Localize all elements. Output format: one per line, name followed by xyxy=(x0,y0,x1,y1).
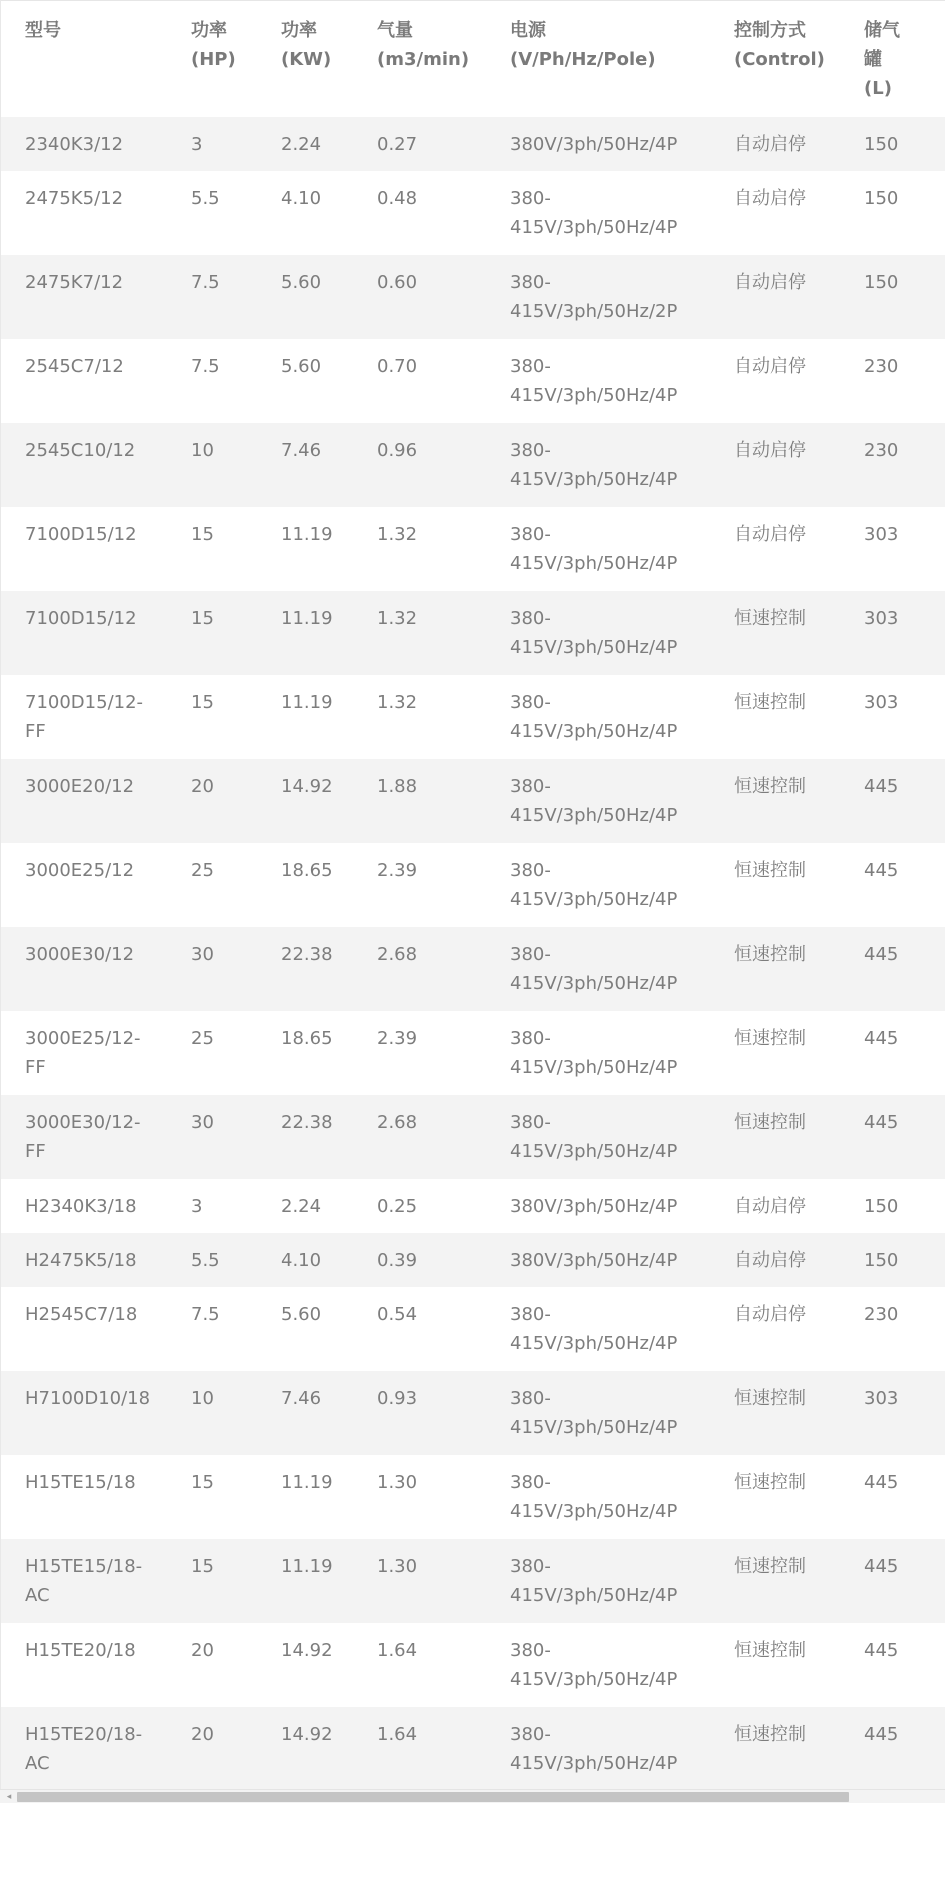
cell-power-supply-line: 380- xyxy=(510,439,551,461)
cell-power-supply xyxy=(486,927,710,1011)
header-row xyxy=(1,1,945,117)
table-row xyxy=(1,1623,945,1707)
header-line: (V/Ph/Hz/Pole) xyxy=(510,49,656,70)
cell-model-line: H2340K3/18 xyxy=(25,1195,137,1217)
cell-tank: 303 xyxy=(864,607,899,629)
cell-power-hp: 20 xyxy=(191,775,214,797)
cell-power-kw: 14.92 xyxy=(281,1723,333,1745)
cell-power-supply-line: 415V/3ph/50Hz/4P xyxy=(510,1500,678,1522)
cell-model xyxy=(1,1623,167,1707)
cell-model xyxy=(1,1011,167,1095)
cell-power-hp: 15 xyxy=(191,607,214,629)
table-row xyxy=(1,1455,945,1539)
cell-power-supply xyxy=(486,1233,710,1287)
cell-power-hp: 15 xyxy=(191,523,214,545)
cell-power-kw: 18.65 xyxy=(281,859,333,881)
cell-model xyxy=(1,1179,167,1233)
cell-control: 恒速控制 xyxy=(734,1555,806,1577)
cell-power-supply xyxy=(486,1287,710,1371)
cell-tank: 230 xyxy=(864,439,899,461)
cell-power-supply xyxy=(486,423,710,507)
cell-control: 恒速控制 xyxy=(734,1723,806,1745)
header-line: 储气 xyxy=(864,20,900,41)
header-power-supply xyxy=(486,1,710,117)
cell-power-supply xyxy=(486,1455,710,1539)
cell-model xyxy=(1,843,167,927)
cell-air-flow: 1.32 xyxy=(377,523,418,545)
cell-control: 恒速控制 xyxy=(734,607,806,629)
cell-model xyxy=(1,759,167,843)
cell-power-supply-line: 380- xyxy=(510,775,551,797)
header-power-kw xyxy=(257,1,353,117)
cell-model xyxy=(1,927,167,1011)
cell-tank: 445 xyxy=(864,943,899,965)
cell-air-flow: 1.64 xyxy=(377,1723,418,1745)
header-line: 功率 xyxy=(281,20,317,41)
cell-model-line: 3000E25/12 xyxy=(25,859,135,881)
cell-power-kw: 5.60 xyxy=(281,1303,322,1325)
table-row xyxy=(1,1539,945,1623)
cell-power-supply-line: 415V/3ph/50Hz/4P xyxy=(510,1140,678,1162)
table-row xyxy=(1,759,945,843)
cell-power-supply xyxy=(486,1011,710,1095)
cell-tank: 445 xyxy=(864,859,899,881)
cell-power-supply-line: 415V/3ph/50Hz/2P xyxy=(510,300,678,322)
cell-power-hp: 25 xyxy=(191,1027,214,1049)
table-row xyxy=(1,927,945,1011)
cell-model-line: 2475K5/12 xyxy=(25,187,124,209)
cell-control: 恒速控制 xyxy=(734,1471,806,1493)
cell-power-supply xyxy=(486,675,710,759)
table-row xyxy=(1,1011,945,1095)
cell-model xyxy=(1,117,167,171)
cell-model xyxy=(1,591,167,675)
cell-control: 自动启停 xyxy=(734,187,806,209)
cell-power-supply-line: 415V/3ph/50Hz/4P xyxy=(510,1584,678,1606)
cell-model xyxy=(1,1371,167,1455)
table-row xyxy=(1,1179,945,1233)
cell-power-kw: 7.46 xyxy=(281,439,322,461)
cell-air-flow: 0.96 xyxy=(377,439,418,461)
cell-power-supply xyxy=(486,117,710,171)
cell-tank: 445 xyxy=(864,1111,899,1133)
cell-air-flow: 0.39 xyxy=(377,1249,418,1271)
cell-power-kw: 22.38 xyxy=(281,1111,333,1133)
cell-air-flow: 2.39 xyxy=(377,859,418,881)
cell-air-flow: 1.88 xyxy=(377,775,418,797)
header-model xyxy=(1,1,167,117)
cell-power-hp: 20 xyxy=(191,1639,214,1661)
cell-power-supply-line: 380- xyxy=(510,607,551,629)
cell-power-supply-line: 380- xyxy=(510,691,551,713)
cell-power-supply-line: 415V/3ph/50Hz/4P xyxy=(510,972,678,994)
cell-tank: 303 xyxy=(864,523,899,545)
cell-power-supply-line: 415V/3ph/50Hz/4P xyxy=(510,804,678,826)
cell-power-supply-line: 380- xyxy=(510,1027,551,1049)
cell-tank: 445 xyxy=(864,1639,899,1661)
header-line: 气量 xyxy=(377,20,413,41)
horizontal-scrollbar[interactable] xyxy=(0,1789,945,1803)
table-row xyxy=(1,1233,945,1287)
cell-tank: 230 xyxy=(864,355,899,377)
table-row xyxy=(1,255,945,339)
cell-power-supply xyxy=(486,1371,710,1455)
cell-model-line: 7100D15/12 xyxy=(25,607,137,629)
cell-power-kw: 2.24 xyxy=(281,133,322,155)
cell-power-kw: 14.92 xyxy=(281,775,333,797)
cell-model xyxy=(1,1233,167,1287)
table-row xyxy=(1,675,945,759)
cell-control: 恒速控制 xyxy=(734,1027,806,1049)
cell-model-line: H15TE15/18- xyxy=(25,1555,143,1577)
cell-air-flow: 1.32 xyxy=(377,691,418,713)
cell-power-supply-line: 415V/3ph/50Hz/4P xyxy=(510,1752,678,1774)
cell-model xyxy=(1,171,167,255)
cell-power-supply-line: 380- xyxy=(510,1387,551,1409)
header-power-hp xyxy=(167,1,257,117)
cell-tank: 445 xyxy=(864,1027,899,1049)
table-row xyxy=(1,423,945,507)
cell-tank: 303 xyxy=(864,691,899,713)
header-line: 控制方式 xyxy=(734,20,806,41)
cell-control: 自动启停 xyxy=(734,133,806,155)
cell-model xyxy=(1,423,167,507)
cell-power-supply xyxy=(486,171,710,255)
cell-tank: 303 xyxy=(864,1387,899,1409)
cell-power-supply-line: 415V/3ph/50Hz/4P xyxy=(510,1416,678,1438)
cell-model-line: 2545C7/12 xyxy=(25,355,124,377)
cell-model-line: 2545C10/12 xyxy=(25,439,136,461)
cell-power-supply-line: 380- xyxy=(510,1723,551,1745)
cell-power-hp: 3 xyxy=(191,133,203,155)
scroll-left-arrow-icon[interactable]: ◂ xyxy=(6,1792,12,1802)
cell-air-flow: 0.25 xyxy=(377,1195,418,1217)
cell-air-flow: 0.48 xyxy=(377,187,418,209)
cell-power-hp: 15 xyxy=(191,691,214,713)
header-line: 型号 xyxy=(25,20,61,41)
cell-control: 恒速控制 xyxy=(734,775,806,797)
cell-model-line: FF xyxy=(25,1056,46,1078)
cell-model-line: 7100D15/12 xyxy=(25,523,137,545)
cell-model-line: 3000E30/12 xyxy=(25,943,135,965)
cell-power-kw: 18.65 xyxy=(281,1027,333,1049)
cell-power-kw: 11.19 xyxy=(281,523,333,545)
cell-model-line: 7100D15/12- xyxy=(25,691,144,713)
cell-power-supply xyxy=(486,255,710,339)
cell-power-kw: 11.19 xyxy=(281,1471,333,1493)
cell-model-line: H2545C7/18 xyxy=(25,1303,138,1325)
cell-power-supply-line: 415V/3ph/50Hz/4P xyxy=(510,1668,678,1690)
cell-power-supply xyxy=(486,591,710,675)
scrollbar-thumb[interactable] xyxy=(17,1792,849,1802)
cell-air-flow: 1.32 xyxy=(377,607,418,629)
cell-model xyxy=(1,255,167,339)
table-body xyxy=(1,117,945,1791)
cell-model-line: H15TE20/18 xyxy=(25,1639,136,1661)
cell-tank: 150 xyxy=(864,133,899,155)
cell-model-line: 2340K3/12 xyxy=(25,133,124,155)
cell-model xyxy=(1,339,167,423)
table-row xyxy=(1,171,945,255)
table-row xyxy=(1,843,945,927)
cell-power-supply xyxy=(486,759,710,843)
cell-power-supply-line: 380- xyxy=(510,355,551,377)
cell-control: 恒速控制 xyxy=(734,691,806,713)
cell-model xyxy=(1,1707,167,1791)
cell-power-hp: 30 xyxy=(191,1111,214,1133)
cell-model xyxy=(1,1539,167,1623)
cell-tank: 150 xyxy=(864,187,899,209)
cell-model xyxy=(1,1287,167,1371)
header-line: (HP) xyxy=(191,49,236,70)
cell-model xyxy=(1,1455,167,1539)
cell-power-supply-line: 415V/3ph/50Hz/4P xyxy=(510,468,678,490)
cell-tank: 150 xyxy=(864,1195,899,1217)
cell-power-hp: 10 xyxy=(191,1387,214,1409)
cell-power-supply-line: 380- xyxy=(510,1639,551,1661)
cell-power-kw: 11.19 xyxy=(281,1555,333,1577)
header-line: (KW) xyxy=(281,49,332,70)
cell-power-supply xyxy=(486,1095,710,1179)
cell-air-flow: 0.60 xyxy=(377,271,418,293)
cell-model-line: FF xyxy=(25,1140,46,1162)
cell-control: 自动启停 xyxy=(734,355,806,377)
cell-tank: 150 xyxy=(864,1249,899,1271)
header-line: 电源 xyxy=(510,20,546,41)
table-row xyxy=(1,1707,945,1791)
cell-power-kw: 5.60 xyxy=(281,355,322,377)
cell-tank: 445 xyxy=(864,1555,899,1577)
header-control xyxy=(710,1,840,117)
table-row xyxy=(1,591,945,675)
cell-power-supply xyxy=(486,843,710,927)
cell-control: 自动启停 xyxy=(734,271,806,293)
header-tank xyxy=(840,1,945,117)
header-line: 罐 xyxy=(864,49,882,70)
cell-model xyxy=(1,675,167,759)
cell-control: 恒速控制 xyxy=(734,943,806,965)
cell-control: 自动启停 xyxy=(734,439,806,461)
cell-control: 恒速控制 xyxy=(734,1111,806,1133)
cell-power-kw: 14.92 xyxy=(281,1639,333,1661)
header-line: (m3/min) xyxy=(377,49,470,70)
table-row xyxy=(1,1287,945,1371)
cell-power-supply-line: 380- xyxy=(510,1471,551,1493)
cell-power-supply-line: 380- xyxy=(510,943,551,965)
cell-air-flow: 2.68 xyxy=(377,943,418,965)
cell-power-kw: 11.19 xyxy=(281,691,333,713)
cell-power-supply-line: 380- xyxy=(510,187,551,209)
cell-power-supply-line: 380- xyxy=(510,271,551,293)
cell-power-kw: 5.60 xyxy=(281,271,322,293)
cell-power-hp: 7.5 xyxy=(191,271,220,293)
cell-air-flow: 0.54 xyxy=(377,1303,418,1325)
table-row xyxy=(1,1095,945,1179)
cell-power-kw: 22.38 xyxy=(281,943,333,965)
cell-model-line: H15TE15/18 xyxy=(25,1471,136,1493)
cell-power-hp: 10 xyxy=(191,439,214,461)
cell-power-supply-line: 415V/3ph/50Hz/4P xyxy=(510,384,678,406)
cell-power-supply-line: 380V/3ph/50Hz/4P xyxy=(510,133,678,155)
cell-model-line: FF xyxy=(25,720,46,742)
table-row xyxy=(1,1371,945,1455)
header-line: (L) xyxy=(864,78,892,99)
cell-power-supply-line: 380- xyxy=(510,1303,551,1325)
cell-model-line: H7100D10/18 xyxy=(25,1387,151,1409)
header-line: 功率 xyxy=(191,20,227,41)
cell-tank: 445 xyxy=(864,775,899,797)
cell-air-flow: 2.39 xyxy=(377,1027,418,1049)
cell-power-hp: 30 xyxy=(191,943,214,965)
cell-power-supply xyxy=(486,339,710,423)
cell-power-supply-line: 380V/3ph/50Hz/4P xyxy=(510,1249,678,1271)
cell-power-supply xyxy=(486,1179,710,1233)
cell-power-kw: 4.10 xyxy=(281,1249,322,1271)
cell-power-hp: 15 xyxy=(191,1471,214,1493)
cell-control: 恒速控制 xyxy=(734,1639,806,1661)
table-header xyxy=(1,1,945,117)
cell-air-flow: 1.30 xyxy=(377,1471,418,1493)
spec-table xyxy=(1,0,945,1791)
cell-model-line: H15TE20/18- xyxy=(25,1723,143,1745)
cell-model-line: H2475K5/18 xyxy=(25,1249,137,1271)
table-row xyxy=(1,507,945,591)
cell-power-supply-line: 380- xyxy=(510,1111,551,1133)
cell-air-flow: 0.93 xyxy=(377,1387,418,1409)
cell-control: 自动启停 xyxy=(734,1249,806,1271)
table-row xyxy=(1,339,945,423)
cell-tank: 230 xyxy=(864,1303,899,1325)
cell-power-kw: 4.10 xyxy=(281,187,322,209)
cell-air-flow: 1.30 xyxy=(377,1555,418,1577)
cell-power-supply-line: 415V/3ph/50Hz/4P xyxy=(510,1332,678,1354)
cell-power-supply xyxy=(486,1623,710,1707)
cell-control: 自动启停 xyxy=(734,523,806,545)
table-row xyxy=(1,117,945,171)
cell-power-supply-line: 415V/3ph/50Hz/4P xyxy=(510,720,678,742)
cell-model-line: 2475K7/12 xyxy=(25,271,124,293)
cell-power-hp: 25 xyxy=(191,859,214,881)
cell-power-hp: 5.5 xyxy=(191,187,220,209)
cell-power-supply-line: 380- xyxy=(510,523,551,545)
cell-power-supply-line: 415V/3ph/50Hz/4P xyxy=(510,888,678,910)
cell-power-kw: 2.24 xyxy=(281,1195,322,1217)
cell-model xyxy=(1,1095,167,1179)
cell-control: 恒速控制 xyxy=(734,1387,806,1409)
cell-air-flow: 2.68 xyxy=(377,1111,418,1133)
cell-control: 恒速控制 xyxy=(734,859,806,881)
cell-model-line: AC xyxy=(25,1752,50,1774)
cell-control: 自动启停 xyxy=(734,1303,806,1325)
cell-power-supply xyxy=(486,507,710,591)
cell-power-supply-line: 380- xyxy=(510,1555,551,1577)
cell-control: 自动启停 xyxy=(734,1195,806,1217)
cell-model-line: 3000E25/12- xyxy=(25,1027,141,1049)
cell-model-line: AC xyxy=(25,1584,50,1606)
cell-tank: 150 xyxy=(864,271,899,293)
cell-power-supply-line: 380- xyxy=(510,859,551,881)
cell-power-hp: 20 xyxy=(191,1723,214,1745)
cell-air-flow: 0.27 xyxy=(377,133,418,155)
cell-power-supply-line: 415V/3ph/50Hz/4P xyxy=(510,216,678,238)
cell-power-kw: 7.46 xyxy=(281,1387,322,1409)
cell-power-hp: 15 xyxy=(191,1555,214,1577)
cell-air-flow: 1.64 xyxy=(377,1639,418,1661)
cell-power-supply-line: 415V/3ph/50Hz/4P xyxy=(510,1056,678,1078)
cell-model xyxy=(1,507,167,591)
cell-power-hp: 5.5 xyxy=(191,1249,220,1271)
cell-power-supply xyxy=(486,1539,710,1623)
cell-power-supply xyxy=(486,1707,710,1791)
cell-model-line: 3000E30/12- xyxy=(25,1111,141,1133)
cell-power-hp: 7.5 xyxy=(191,355,220,377)
cell-model-line: 3000E20/12 xyxy=(25,775,135,797)
cell-tank: 445 xyxy=(864,1723,899,1745)
header-line: (Control) xyxy=(734,49,825,70)
cell-power-supply-line: 380V/3ph/50Hz/4P xyxy=(510,1195,678,1217)
cell-power-supply-line: 415V/3ph/50Hz/4P xyxy=(510,636,678,658)
cell-power-hp: 3 xyxy=(191,1195,203,1217)
cell-power-hp: 7.5 xyxy=(191,1303,220,1325)
header-air-flow xyxy=(353,1,486,117)
cell-power-supply-line: 415V/3ph/50Hz/4P xyxy=(510,552,678,574)
cell-tank: 445 xyxy=(864,1471,899,1493)
cell-air-flow: 0.70 xyxy=(377,355,418,377)
cell-power-kw: 11.19 xyxy=(281,607,333,629)
